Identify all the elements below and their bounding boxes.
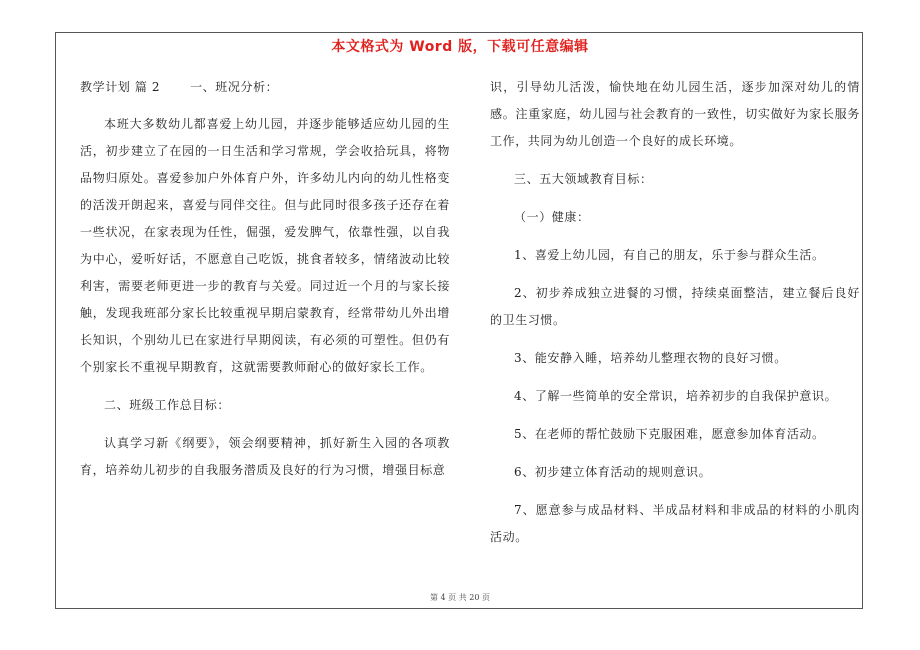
list-item: 2、初步养成独立进餐的习惯，持续桌面整洁，建立餐后良好的卫生习惯。 bbox=[490, 286, 860, 327]
paragraph-class-analysis: 本班大多数幼儿都喜爱上幼儿园，并逐步能够适应幼儿园的生活，初步建立了在园的一日生活和学习常规，学会收拾玩具，将物品物归原处。喜爱参加户外体育户外，许多幼儿内向的幼儿性格变的活泼开朗起来，喜爱与同伴交往。但与此同时很多孩子还存在着一些状况，在家表现为任性，倔强，爱发脾气，依靠性强，以自我为中心，爱听好话，不愿意自己吃饭，挑食者较多，情绪波动比较利害，需要老师更进一步的教育与关爱。同过近一个月的与家长接触，发现我班部分家长比较重视早期启蒙教育，经常带幼儿外出增长知识，个别幼儿已在家进行早期阅读，有必须的可塑性。但仍有个别家长不重视早期教育，这就需要教师耐心的做好家长工作。 bbox=[80, 117, 450, 374]
section-heading-2: 二、班级工作总目标： bbox=[104, 398, 231, 412]
paragraph-work-goals: 认真学习新《纲要》，领会纲要精神，抓好新生入园的各项教育，培养幼儿初步的自我服务潜质及良好的行为习惯，增强目标意 bbox=[80, 436, 450, 477]
list-item: 7、愿意参与成品材料、半成品材料和非成品的材料的小肌肉活动。 bbox=[490, 503, 860, 544]
section-heading-3: 三、五大领域教育目标： bbox=[514, 172, 653, 186]
section-heading-1: 一、班况分析： bbox=[190, 80, 279, 94]
list-item: 1、喜爱上幼儿园，有自己的朋友，乐于参与群众生活。 bbox=[514, 248, 825, 262]
list-item: 5、在老师的帮忙鼓励下克服困难，愿意参加体育活动。 bbox=[514, 427, 825, 441]
paragraph-work-goals-cont: 识，引导幼儿活泼，愉快地在幼儿园生活，逐步加深对幼儿的情感。注重家庭，幼儿园与社会教育的一致性，切实做好为家长服务工作，共同为幼儿创造一个良好的成长环境。 bbox=[490, 80, 860, 148]
word-format-banner: 本文格式为 Word 版，下载可任意编辑 bbox=[331, 39, 589, 55]
left-column bbox=[80, 74, 450, 495]
sub-heading-health: （一）健康： bbox=[514, 210, 590, 224]
right-column bbox=[490, 74, 860, 562]
list-item: 4、了解一些简单的安全常识，培养初步的自我保护意识。 bbox=[514, 389, 838, 403]
list-item: 3、能安静入睡，培养幼儿整理衣物的良好习惯。 bbox=[514, 351, 787, 365]
header-line bbox=[80, 74, 450, 101]
page-number: 第 4 页 共 20 页 bbox=[430, 593, 490, 602]
doc-title: 教学计划 篇 2 bbox=[80, 80, 161, 94]
list-item: 6、初步建立体育活动的规则意识。 bbox=[514, 465, 712, 479]
